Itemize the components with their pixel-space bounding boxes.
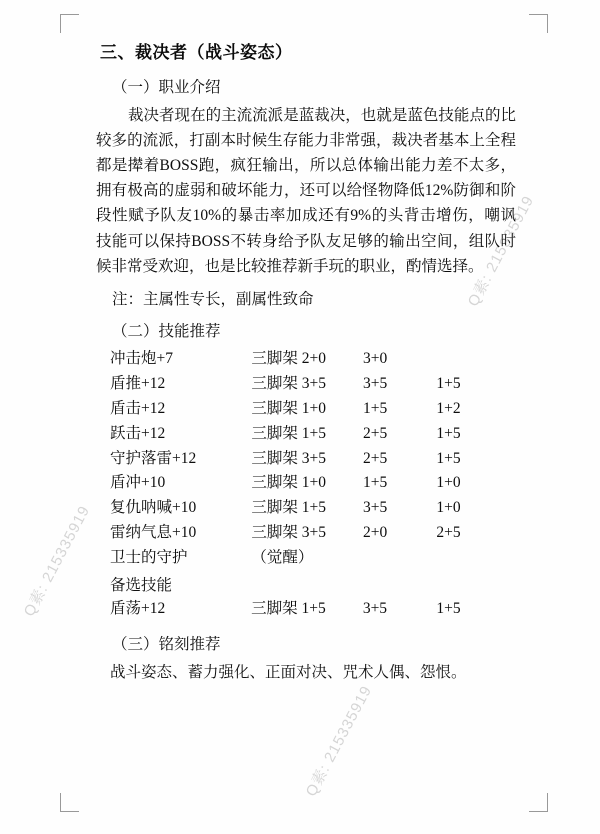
skill-value-1: 1+5 (362, 399, 388, 417)
skill-value-2 (436, 546, 496, 571)
table-row (96, 496, 496, 521)
section-title-intro: （一）职业介绍 (112, 79, 221, 96)
skill-value-2: 1+5 (436, 424, 461, 442)
skill-value-1: 2+5 (362, 424, 388, 442)
crop-mark-bottom-right (529, 793, 548, 812)
attribute-note: 注：主属性专长，副属性致命 (112, 290, 314, 308)
crop-mark-bottom-left (60, 793, 79, 812)
alt-skills-title: 备选技能 (110, 577, 173, 595)
skill-tripod: 三脚架 1+5 (251, 499, 326, 517)
skill-tripod: 三脚架 3+5 (251, 524, 326, 542)
table-row (96, 447, 496, 472)
skill-name: 守护落雷+12 (110, 449, 197, 467)
skill-value-2: 2+5 (436, 524, 461, 542)
skill-name: 盾击+12 (110, 399, 166, 417)
skill-tripod: 三脚架 3+5 (251, 449, 326, 467)
skill-value-2: 1+5 (436, 600, 461, 618)
watermark-bottom: Q素: 215335919 (302, 682, 376, 800)
table-row (96, 347, 496, 372)
skill-name: 冲击炮+7 (110, 349, 173, 367)
skill-tripod: 三脚架 1+5 (251, 424, 326, 442)
skill-value-2: 1+5 (436, 449, 461, 467)
skill-tripod: 三脚架 2+0 (251, 349, 326, 367)
skill-value-1: 3+5 (362, 374, 388, 392)
skill-value-2: 1+0 (436, 499, 461, 517)
skill-value-1: 1+5 (362, 474, 388, 492)
watermark-right: Q素: 215335919 (464, 192, 538, 310)
engravings-list: 战斗姿态、蓄力强化、正面对决、咒术人偶、怨恨。 (110, 664, 467, 682)
table-row (96, 521, 496, 546)
table-row (96, 422, 496, 447)
skill-value-1: 3+5 (362, 600, 388, 618)
skill-value-1 (363, 546, 436, 571)
skill-value-2 (436, 347, 496, 372)
table-row (96, 397, 496, 422)
skill-tripod: 三脚架 3+5 (251, 374, 326, 392)
skill-name: 雷纳气息+10 (110, 524, 197, 542)
table-row (96, 372, 496, 397)
watermark-left: Q素: 215335919 (20, 502, 94, 620)
skill-name: 盾推+12 (110, 374, 166, 392)
document-content (96, 38, 516, 682)
skill-value-1: 2+0 (362, 524, 388, 542)
skill-value-2: 1+5 (436, 374, 461, 392)
skill-table (96, 347, 496, 571)
crop-mark-top-left (60, 14, 79, 33)
skill-value-1: 2+5 (362, 449, 388, 467)
section-title-skills: （二）技能推荐 (112, 322, 221, 340)
crop-mark-top-right (529, 14, 548, 33)
table-row (96, 471, 496, 496)
table-row (96, 546, 496, 571)
skill-tripod: （觉醒） (251, 549, 314, 567)
skill-tripod: 三脚架 1+0 (251, 399, 326, 417)
skill-name: 跃击+12 (110, 424, 166, 442)
skill-name: 复仇呐喊+10 (110, 499, 197, 517)
skill-value-2: 1+0 (436, 474, 461, 492)
table-row (96, 597, 496, 622)
alt-skill-table (96, 597, 496, 622)
skill-tripod: 三脚架 1+0 (251, 474, 326, 492)
skill-name: 卫士的守护 (110, 549, 188, 567)
skill-value-2: 1+2 (436, 399, 461, 417)
section-title-engravings: （三）铭刻推荐 (112, 636, 221, 654)
skill-value-1: 3+5 (362, 499, 388, 517)
page-title: 三、裁决者（战斗姿态） (100, 43, 293, 62)
skill-name: 盾荡+12 (110, 600, 166, 618)
skill-name: 盾冲+10 (110, 474, 166, 492)
intro-paragraph: 裁决者现在的主流流派是蓝裁决，也就是蓝色技能点的比较多的流派，打副本时候生存能力非常强，裁决者基本上全程都是撵着BOSS跑，疯狂输出，所以总体输出能力差不太多，拥有极高的虚弱和破坏能力，还可以给怪物降低12%防御和阶段性赋予队友10%的暴击率加成还有9%的头背击增伤，嘲讽技能可以保持BOSS不转身给予队友足够的输出空间，组队时候非常受欢迎，也是比较推荐新手玩的职业，酌情选择。 (96, 107, 516, 275)
skill-tripod: 三脚架 1+5 (251, 600, 326, 618)
skill-value-1: 3+0 (362, 349, 388, 367)
